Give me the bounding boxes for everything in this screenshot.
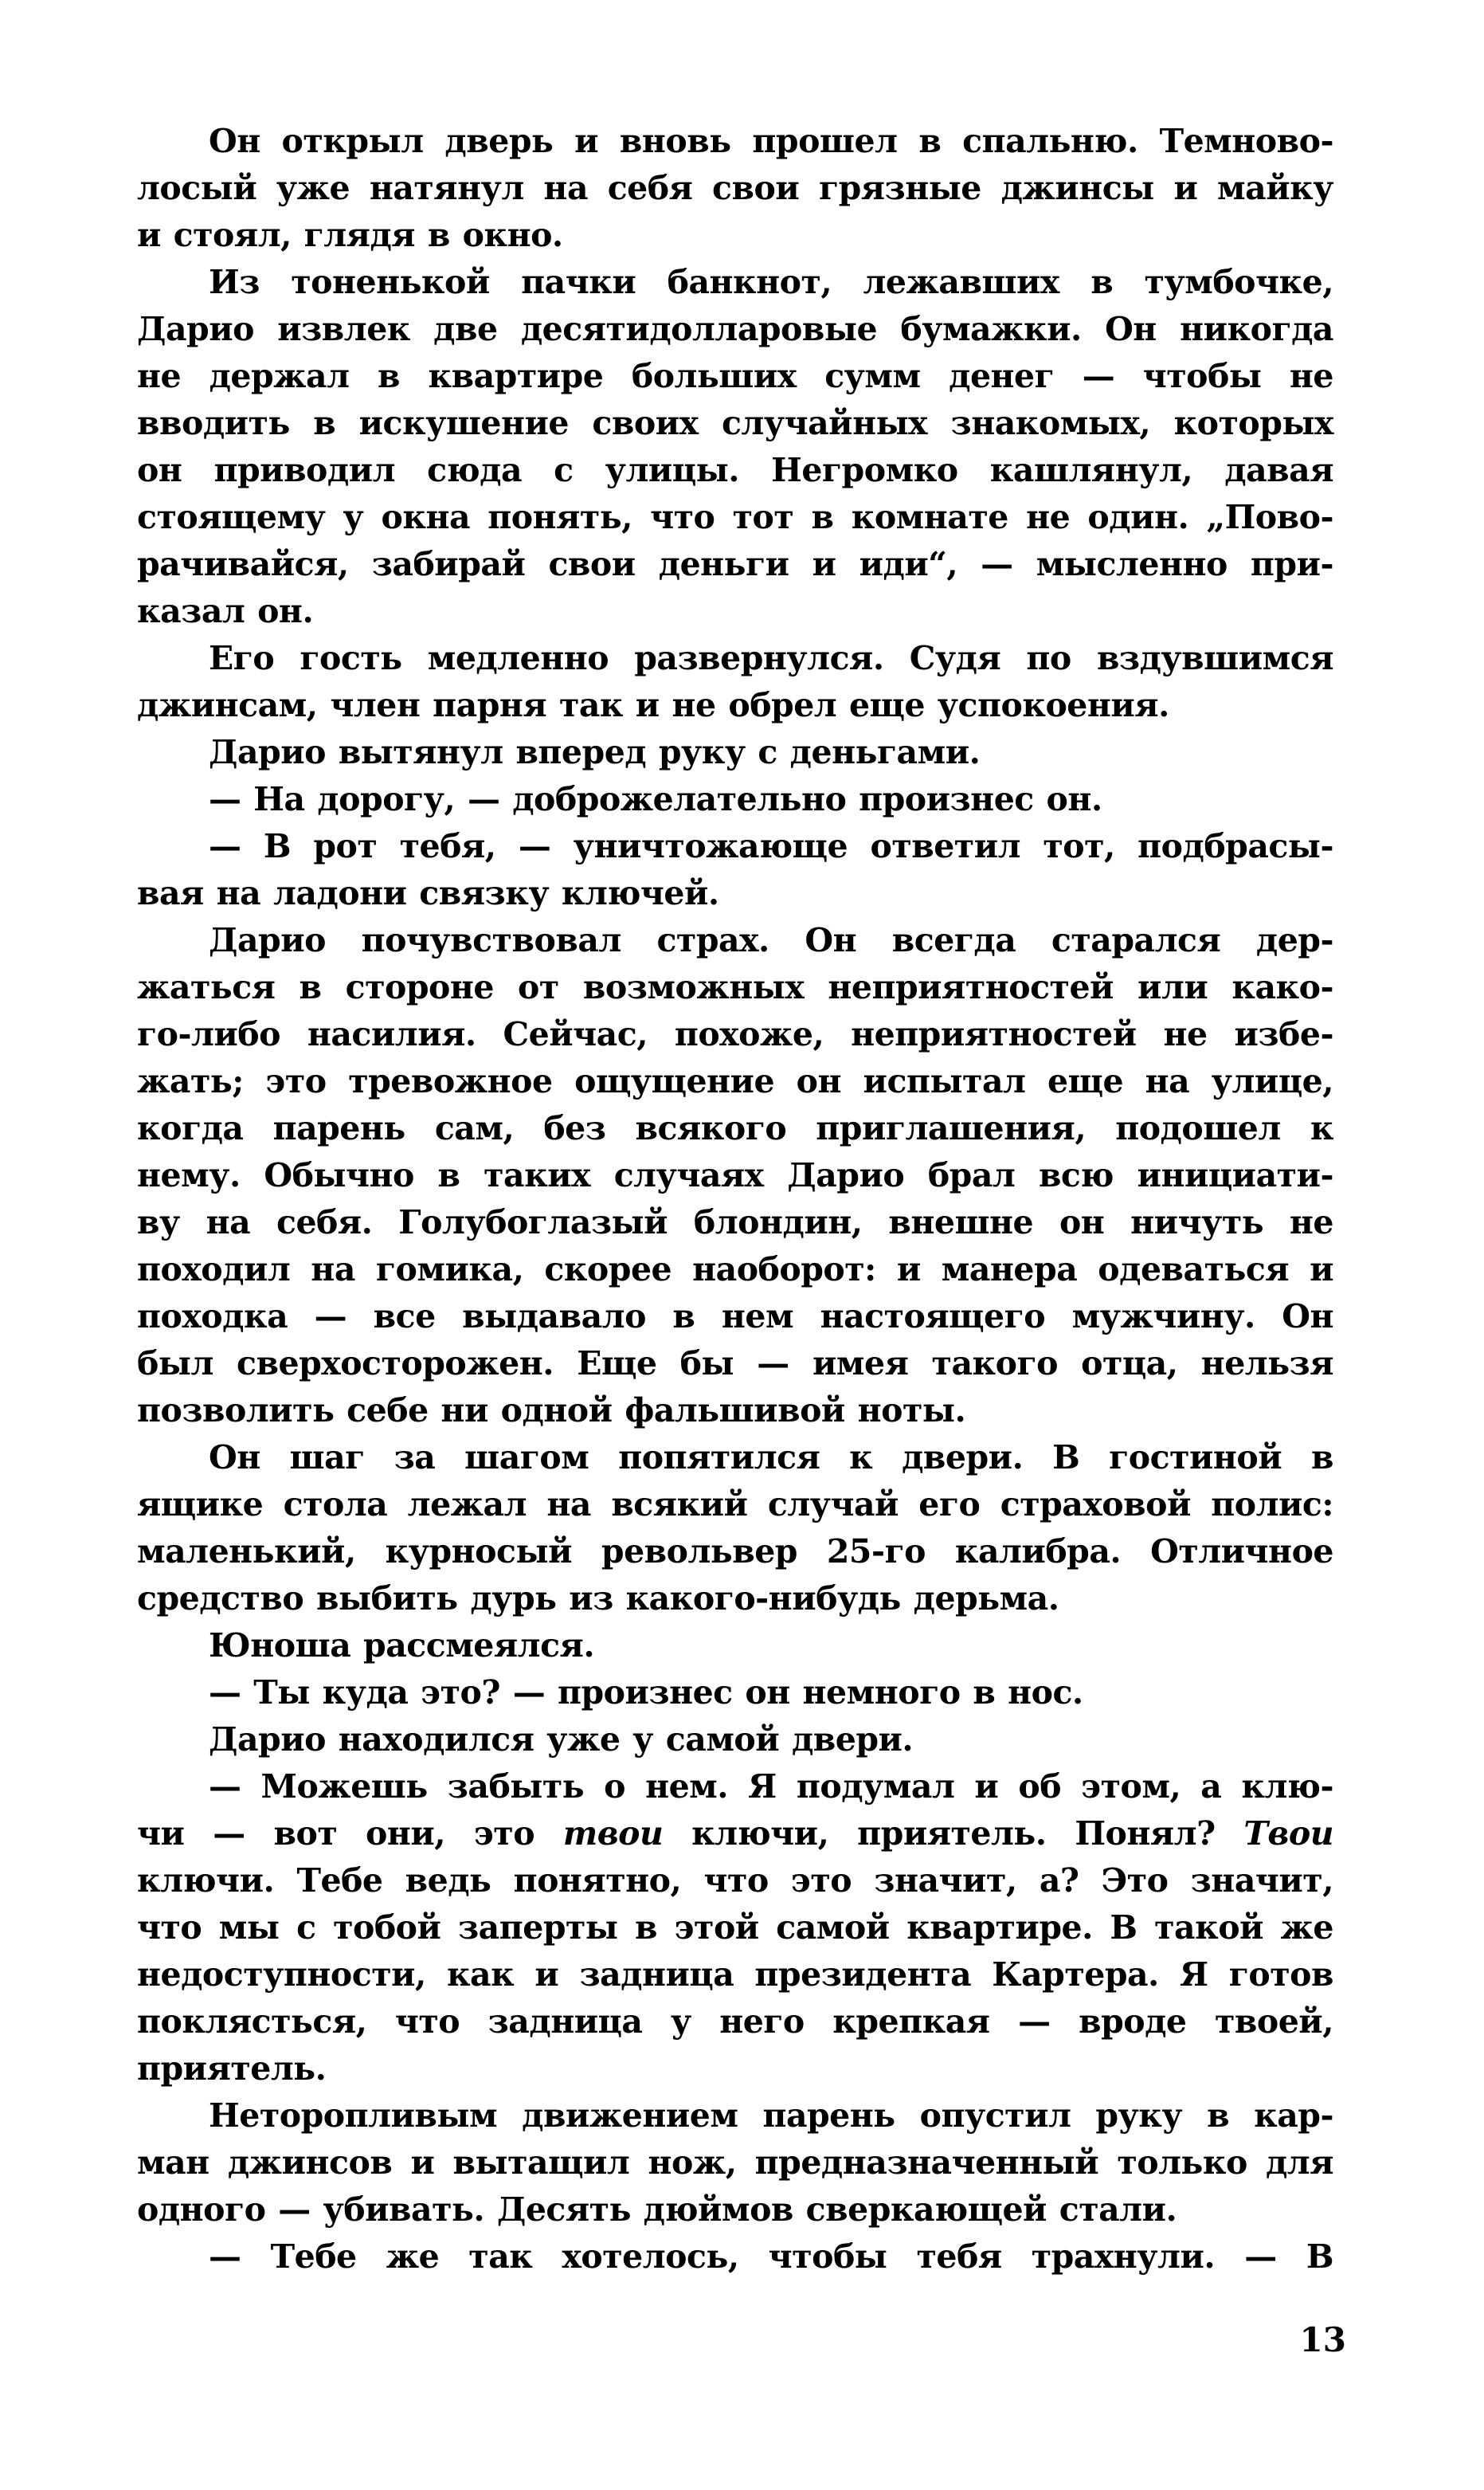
text-line: Дарио извлек две десятидолларовые бумажки. Он никогда xyxy=(137,310,1333,348)
text-line: лосый уже натянул на себя свои грязные джинсы и майку xyxy=(137,169,1333,207)
text-line xyxy=(137,1810,1333,1857)
text-line: Он открыл дверь и вновь прошел в спальню. Темново- xyxy=(209,122,1333,160)
text-line: рачивайся, забирай свои деньги и иди“, — мысленно при- xyxy=(137,545,1333,583)
text-line: что мы с тобой заперты в этой самой квартире. В такой же xyxy=(137,1908,1333,1947)
text-line: джинсам, член парня так и не обрел еще успокоения. xyxy=(137,686,1169,724)
text-line: жать; это тревожное ощущение он испытал еще на улице, xyxy=(137,1062,1333,1100)
text-line: ву на себя. Голубоглазый блондин, внешне он ничуть не xyxy=(137,1203,1333,1241)
text-line: — Тебе же так хотелось, чтобы тебя трахнули. — В xyxy=(209,2237,1333,2276)
text-line: Дарио почувствовал страх. Он всегда старался дер- xyxy=(209,921,1333,959)
text-line: Он шаг за шагом попятился к двери. В гостиной в xyxy=(209,1438,1333,1476)
text-line: ключи. Тебе ведь понятно, что это значит, а? Это значит, xyxy=(137,1861,1333,1900)
text-line: Его гость медленно развернулся. Судя по вздувшимся xyxy=(209,639,1333,677)
text-line: недоступности, как и задница президента Картера. Я готов xyxy=(137,1955,1333,1994)
text-segment: чи — вот они, это xyxy=(137,1814,563,1853)
text-line: Неторопливым движением парень опустил руку в кар- xyxy=(209,2096,1333,2135)
text-line: вводить в искушение своих случайных знакомых, которых xyxy=(137,404,1333,442)
text-line: ящике стола лежал на всякий случай его страховой полис: xyxy=(137,1485,1333,1523)
text-line: нему. Обычно в таких случаях Дарио брал всю инициати- xyxy=(137,1156,1333,1194)
text-line: походка — все выдавало в нем настоящего мужчину. Он xyxy=(137,1297,1333,1335)
text-line: — В рот тебя, — уничтожающе ответил тот, подбрасы- xyxy=(209,827,1333,865)
text-line: — На дорогу, — доброжелательно произнес он. xyxy=(209,780,1102,818)
text-line: позволить себе ни одной фальшивой ноты. xyxy=(137,1391,966,1429)
text-line: Дарио находился уже у самой двери. xyxy=(209,1720,914,1759)
text-line: поклясться, что задница у него крепкая — вроде твоей, xyxy=(137,2002,1333,2041)
text-line: стоящему у окна понять, что тот в комнате не один. „Пово- xyxy=(137,498,1333,536)
text-line: го-либо насилия. Сейчас, похоже, неприятностей не избе- xyxy=(137,1015,1333,1053)
text-line: был сверхосторожен. Еще бы — имея такого отца, нельзя xyxy=(137,1344,1333,1382)
italic-text: Твои xyxy=(1243,1814,1333,1853)
text-line: — Можешь забыть о нем. Я подумал и об этом, а клю- xyxy=(209,1767,1333,1806)
text-line: — Ты куда это? — произнес он немного в нос. xyxy=(209,1673,1083,1712)
text-line: вая на ладони связку ключей. xyxy=(137,874,719,912)
text-line: жаться в стороне от возможных неприятностей или како- xyxy=(137,968,1333,1006)
text-line: маленький, курносый револьвер 25-го калибра. Отличное xyxy=(137,1532,1333,1570)
text-line: он приводил сюда с улицы. Негромко кашлянул, давая xyxy=(137,451,1333,489)
text-line: когда парень сам, без всякого приглашения, подошел к xyxy=(137,1109,1333,1147)
italic-text: твои xyxy=(562,1814,664,1853)
text-line: приятель. xyxy=(137,2049,327,2088)
text-line: казал он. xyxy=(137,592,314,630)
text-segment: ключи, приятель. Понял? xyxy=(663,1814,1244,1853)
text-line: Юноша рассмеялся. xyxy=(209,1626,595,1665)
text-line: средство выбить дурь из какого-нибудь дерьма. xyxy=(137,1579,1059,1618)
page-number: 13 xyxy=(1299,2320,1346,2359)
text-line: не держал в квартире больших сумм денег — чтобы не xyxy=(137,357,1333,395)
text-line: Из тоненькой пачки банкнот, лежавших в тумбочке, xyxy=(209,263,1333,301)
text-line: Дарио вытянул вперед руку с деньгами. xyxy=(209,733,981,771)
text-line: ман джинсов и вытащил нож, предназначенный только для xyxy=(137,2143,1333,2182)
text-column xyxy=(137,118,1333,2280)
text-line: походил на гомика, скорее наоборот: и манера одеваться и xyxy=(137,1250,1333,1288)
text-line: одного — убивать. Десять дюймов сверкающей стали. xyxy=(137,2190,1177,2229)
text-line: и стоял, глядя в окно. xyxy=(137,216,563,254)
